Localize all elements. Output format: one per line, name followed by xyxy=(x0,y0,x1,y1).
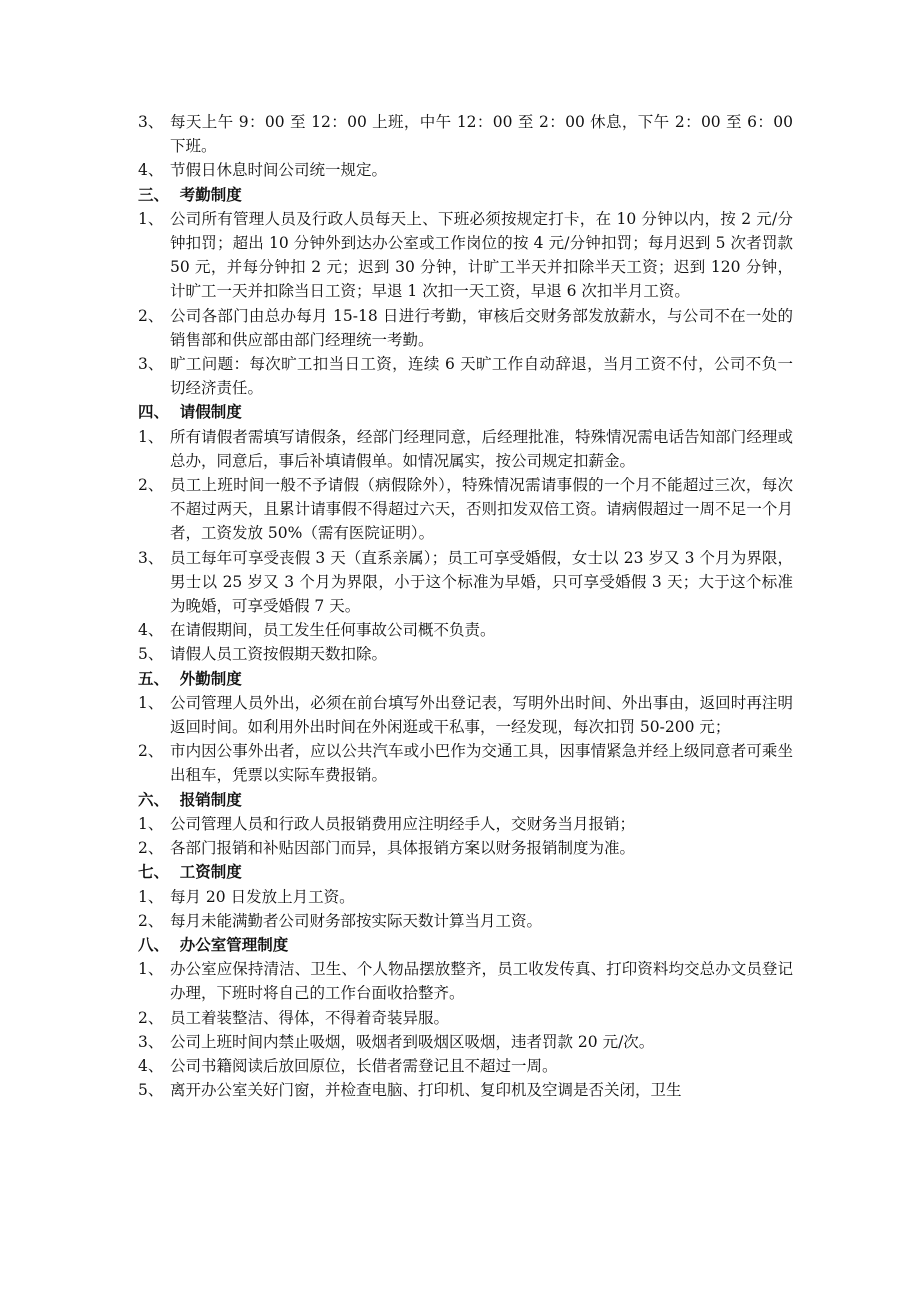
item-text: 员工上班时间一般不予请假（病假除外），特殊情况需请事假的一个月不能超过三次，每次不超过两天，且累计请事假不得超过六天，否则扣发双倍工资。请病假超过一周不足一个月者，工资发放 50%（需有医院证明）。 xyxy=(170,476,793,543)
list-item xyxy=(138,836,793,860)
item-number: 3、 xyxy=(138,113,164,131)
item-text: 公司各部门由总办每月 15-18 日进行考勤，审核后交财务部发放薪水，与公司不在一处的销售部和供应部由部门经理统一考勤。 xyxy=(170,306,793,349)
item-text: 市内因公事外出者，应以公共汽车或小巴作为交通工具，因事情紧急并经上级同意者可乘坐出租车，凭票以实际车费报销。 xyxy=(170,742,793,785)
item-number: 3、 xyxy=(138,355,164,374)
list-item xyxy=(138,909,793,933)
item-text: 办公室应保持清洁、卫生、个人物品摆放整齐，员工收发传真、打印资料均交总办文员登记办理，下班时将自己的工作台面收拾整齐。 xyxy=(170,960,793,1003)
section-attendance xyxy=(138,183,793,401)
section-heading: 四、 请假制度 xyxy=(138,403,242,422)
item-number: 2、 xyxy=(138,911,164,930)
item-text: 员工每年可享受丧假 3 天（直系亲属）；员工可享受婚假，女士以 23 岁又 3 个月为界限，男士以 25 岁又 3 个月为界限，小于这个标准为早婚，只可享受婚假 3 天；大于这个标准为晚婚，可享受婚假 7 天。 xyxy=(170,548,793,616)
item-number: 4、 xyxy=(138,621,164,640)
item-text: 公司管理人员和行政人员报销费用应注明经手人，交财务当月报销； xyxy=(170,814,636,833)
item-text: 各部门报销和补贴因部门而异，具体报销方案以财务报销制度为准。 xyxy=(170,839,636,858)
item-text: 每月 20 日发放上月工资。 xyxy=(170,887,355,906)
section-leave xyxy=(138,400,793,666)
item-number: 3、 xyxy=(138,1032,164,1051)
section-field-work xyxy=(138,667,793,788)
item-text: 在请假期间，员工发生任何事故公司概不负责。 xyxy=(170,621,496,640)
list-item xyxy=(138,473,793,546)
item-number: 2、 xyxy=(138,1008,164,1027)
item-number: 2、 xyxy=(138,839,164,858)
item-text: 每天上午 9：00 至 12：00 上班，中午 12：00 至 2：00 休息，下午 2：00 至 6：00 下班。 xyxy=(170,113,793,156)
item-number: 4、 xyxy=(138,161,164,180)
list-item xyxy=(138,691,793,739)
item-number: 4、 xyxy=(138,1056,164,1075)
section-office-management xyxy=(138,933,793,1102)
list-item xyxy=(138,110,793,158)
list-item xyxy=(138,425,793,473)
item-number: 1、 xyxy=(138,427,164,446)
list-item xyxy=(138,1030,793,1054)
list-item xyxy=(138,1078,793,1102)
item-text: 旷工问题：每次旷工扣当日工资，连续 6 天旷工作自动辞退，当月工资不付，公司不负一切经济责任。 xyxy=(170,355,793,398)
list-item xyxy=(138,642,793,666)
item-number: 5、 xyxy=(138,645,164,664)
list-item xyxy=(138,957,793,1005)
item-number: 1、 xyxy=(138,693,164,712)
section-reimbursement xyxy=(138,788,793,861)
item-number: 3、 xyxy=(138,548,164,567)
section-heading: 七、 工资制度 xyxy=(138,863,242,882)
list-item xyxy=(138,207,793,304)
list-item xyxy=(138,739,793,787)
list-item xyxy=(138,885,793,909)
list-item xyxy=(138,1006,793,1030)
item-number: 1、 xyxy=(138,960,164,979)
item-number: 2、 xyxy=(138,306,164,325)
item-number: 2、 xyxy=(138,476,164,495)
item-number: 5、 xyxy=(138,1081,164,1100)
item-text: 公司所有管理人员及行政人员每天上、下班必须按规定打卡，在 10 分钟以内，按 2 元/分钟扣罚；超出 10 分钟外到达办公室或工作岗位的按 4 元/分钟扣罚；每月迟到 5 次者罚款 50 元，并每分钟扣 2 元；迟到 30 分钟，计旷工半天并扣除半天工资；迟到 120 分钟，计旷工一天并扣除当日工资；早退 1 次扣一天工资，早退 6 次扣半月工资。 xyxy=(170,209,793,301)
item-text: 公司上班时间内禁止吸烟，吸烟者到吸烟区吸烟，违者罚款 20 元/次。 xyxy=(170,1032,655,1051)
list-item xyxy=(138,618,793,642)
item-text: 公司书籍阅读后放回原位，长借者需登记且不超过一周。 xyxy=(170,1056,558,1075)
item-number: 1、 xyxy=(138,814,164,833)
section-salary xyxy=(138,860,793,933)
item-number: 1、 xyxy=(138,887,164,906)
item-text: 离开办公室关好门窗，并检查电脑、打印机、复印机及空调是否关闭，卫生 xyxy=(170,1081,682,1100)
section-heading: 六、 报销制度 xyxy=(138,790,242,809)
item-text: 每月未能满勤者公司财务部按实际天数计算当月工资。 xyxy=(170,911,543,930)
section-heading: 三、 考勤制度 xyxy=(138,185,242,204)
section-heading: 八、 办公室管理制度 xyxy=(138,935,289,954)
item-text: 所有请假者需填写请假条，经部门经理同意，后经理批准，特殊情况需电话告知部门经理或总办，同意后，事后补填请假单。如情况属实，按公司规定扣薪金。 xyxy=(170,427,793,470)
item-number: 1、 xyxy=(138,209,164,228)
list-item xyxy=(138,546,793,619)
item-text: 员工着装整洁、得体，不得着奇装异服。 xyxy=(170,1008,450,1027)
list-item xyxy=(138,304,793,352)
item-text: 节假日休息时间公司统一规定。 xyxy=(170,161,388,180)
section-heading: 五、 外勤制度 xyxy=(138,669,242,688)
item-text: 请假人员工资按假期天数扣除。 xyxy=(170,645,388,664)
intro-list xyxy=(138,110,793,183)
item-number: 2、 xyxy=(138,742,164,761)
list-item xyxy=(138,158,793,182)
item-text: 公司管理人员外出，必须在前台填写外出登记表，写明外出时间、外出事由，返回时再注明返回时间。如利用外出时间在外闲逛或干私事，一经发现，每次扣罚 50-200 元； xyxy=(170,693,793,737)
list-item xyxy=(138,812,793,836)
document-page xyxy=(138,110,793,1102)
list-item xyxy=(138,1054,793,1078)
list-item xyxy=(138,352,793,400)
